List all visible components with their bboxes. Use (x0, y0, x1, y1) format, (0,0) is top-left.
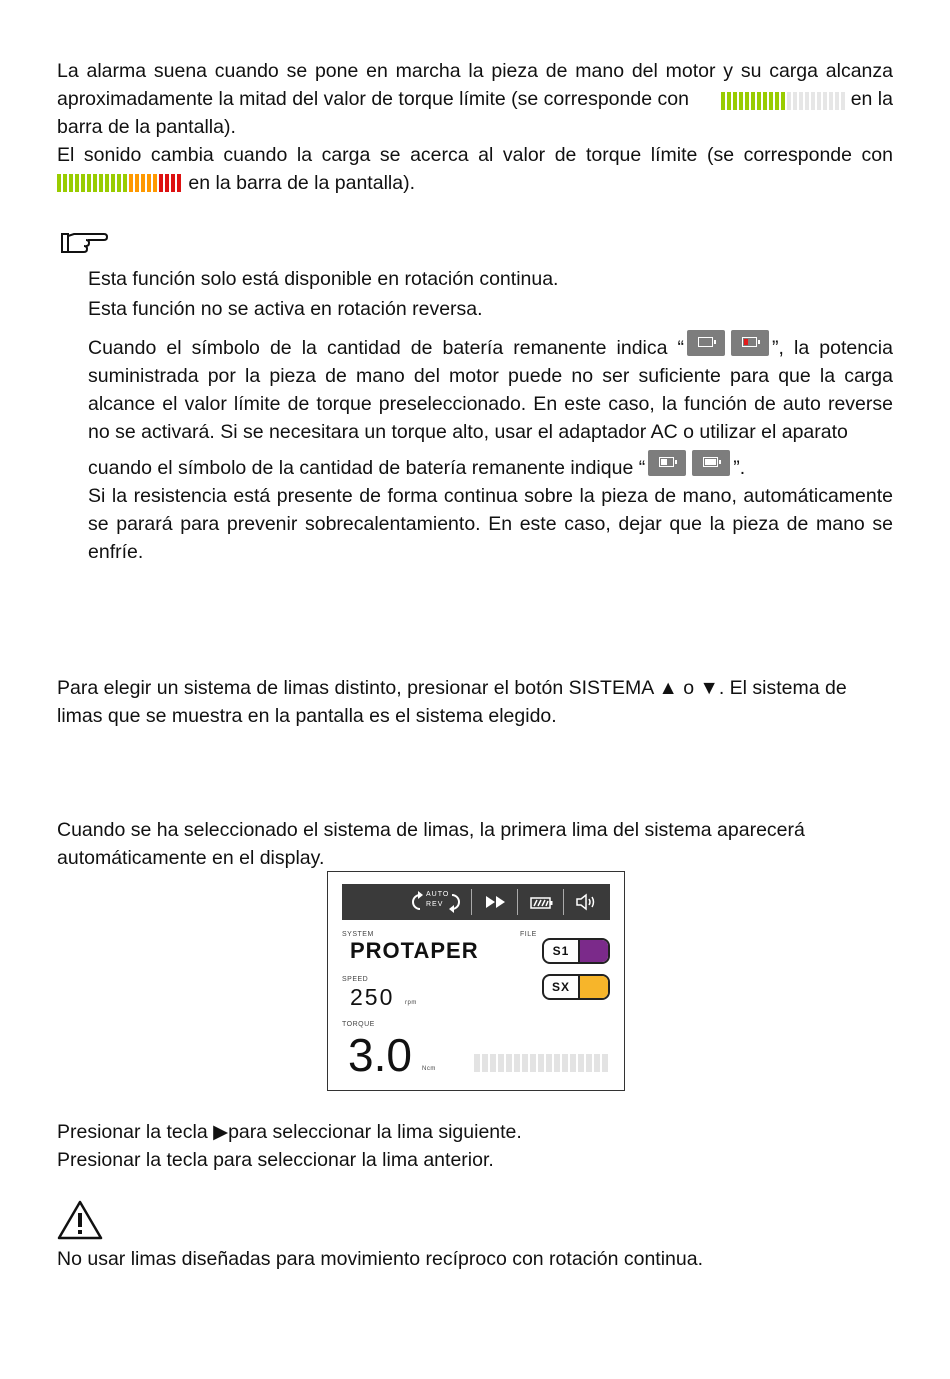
file-label: FILE (520, 931, 537, 938)
bar-segment (129, 174, 133, 192)
torque-bar-segment (474, 1054, 480, 1072)
torque-bar-segment (586, 1054, 592, 1072)
speed-label: SPEED (342, 976, 369, 983)
bar-segment (769, 92, 773, 110)
bar-segment (123, 174, 127, 192)
speed-unit: rpm (405, 1000, 417, 1006)
bar-segment (63, 174, 67, 192)
bar-segment (799, 92, 803, 110)
torque-bar (474, 1054, 610, 1072)
torque-bar-segment (570, 1054, 576, 1072)
system-label: SYSTEM (342, 931, 374, 938)
note-3: Cuando el símbolo de la cantidad de batería remanente indica “ ”, la potencia suministrada por la pieza de mano del motor puede no ser suficiente para que la carga alcance el valor límite de torque preseleccionado. En este caso, la función de auto reverse no se activará. Si se necesitara un torque alto, usar el adaptador AC o utilizar el aparato (88, 330, 893, 446)
note-2: Esta función no se activa en rotación reversa. (88, 298, 483, 320)
speaker-icon (575, 893, 599, 916)
torque-bar-segment (594, 1054, 600, 1072)
bar-segment (835, 92, 839, 110)
bar-segment (763, 92, 767, 110)
alarm-paragraph (57, 57, 893, 197)
bar-segment (757, 92, 761, 110)
torque-value: 3.0 (348, 1029, 412, 1081)
bar-segment (105, 174, 109, 192)
torque-bar-segment (490, 1054, 496, 1072)
fast-forward-icon (485, 895, 507, 914)
battery-low-red-icon (731, 330, 769, 356)
bar-segment (75, 174, 79, 192)
alarm-line-2: aproximadamente la mitad del valor de torque límite (se corresponde con en la (57, 88, 893, 110)
system-paragraph (57, 674, 893, 730)
key-paragraph (57, 1118, 893, 1174)
torque-bar-segment (554, 1054, 560, 1072)
bar-segment (177, 174, 181, 192)
alarm-line-5: en la barra de la pantalla). (57, 169, 893, 197)
battery-empty-icon (687, 330, 725, 356)
file-s1-color (578, 940, 610, 962)
torque-bar-segment (602, 1054, 608, 1072)
bar-segment (117, 174, 121, 192)
file-sx-label: SX (551, 980, 570, 994)
bar-segment (93, 174, 97, 192)
battery-medium-icon (648, 450, 686, 476)
bar-segment (811, 92, 815, 110)
torque-bar-segment (546, 1054, 552, 1072)
torque-unit: Ncm (422, 1066, 436, 1072)
torque-bar-segment (578, 1054, 584, 1072)
file-line-1: Cuando se ha seleccionado el sistema de limas, la primera lima del sistema aparecerá (57, 819, 805, 841)
system-line-1: Para elegir un sistema de limas distinto, presionar el botón SISTEMA ▲ o ▼. El sistema de (57, 677, 847, 699)
note-3-cont: cuando el símbolo de la cantidad de batería remanente indique “ ”. (88, 450, 893, 482)
bar-segment (721, 92, 725, 110)
system-value: PROTAPER (350, 938, 479, 963)
bar-segment (159, 174, 163, 192)
bar-segment (841, 92, 845, 110)
bar-segment (805, 92, 809, 110)
bar-segment (69, 174, 73, 192)
torque-bar-segment (530, 1054, 536, 1072)
note-4: Si la resistencia está presente de forma continua sobre la pieza de mano, automáticamente se parará para prevenir sobrecalentamiento. En este caso, dejar que la pieza de mano se enfríe. (88, 485, 893, 563)
alarm-line-3: barra de la pantalla). (57, 116, 236, 138)
alarm-line-1: La alarma suena cuando se pone en marcha la pieza de mano del motor y su carga alcanza (57, 60, 893, 82)
bar-segment (775, 92, 779, 110)
bar-segment (787, 92, 791, 110)
bar-segment (141, 174, 145, 192)
bar-segment (171, 174, 175, 192)
key-line-1: Presionar la tecla ▶para seleccionar la lima siguiente. (57, 1121, 522, 1143)
file-s1-label: S1 (552, 944, 570, 958)
bar-segment (135, 174, 139, 192)
full-load-bar (57, 172, 183, 190)
torque-bar-segment (538, 1054, 544, 1072)
bar-segment (81, 174, 85, 192)
bar-segment (165, 174, 169, 192)
auto-label: AUTO (426, 891, 450, 898)
system-line-2: limas que se muestra en la pantalla es el sistema elegido. (57, 705, 557, 727)
bar-segment (733, 92, 737, 110)
bar-segment (147, 174, 151, 192)
bar-segment (739, 92, 743, 110)
half-load-bar (721, 90, 847, 108)
bar-segment (751, 92, 755, 110)
file-button-sx[interactable] (542, 974, 610, 1000)
notes-list (88, 264, 893, 566)
bar-segment (817, 92, 821, 110)
torque-bar-segment (522, 1054, 528, 1072)
file-paragraph (57, 816, 893, 872)
warning-text: No usar limas diseñadas para movimiento recíproco con rotación continua. (57, 1248, 703, 1270)
bar-segment (745, 92, 749, 110)
note-1: Esta función solo está disponible en rotación continua. (88, 268, 559, 290)
bar-segment (87, 174, 91, 192)
torque-bar-segment (506, 1054, 512, 1072)
speed-value: 250 (350, 984, 395, 1010)
torque-bar-segment (562, 1054, 568, 1072)
torque-bar-segment (514, 1054, 520, 1072)
warning-triangle-icon (57, 1199, 103, 1246)
bar-segment (823, 92, 827, 110)
bar-segment (793, 92, 797, 110)
bar-segment (57, 174, 61, 192)
file-sx-color (578, 976, 610, 998)
file-line-2: automáticamente en el display. (57, 847, 325, 869)
bar-segment (153, 174, 157, 192)
bar-segment (727, 92, 731, 110)
bar-segment (829, 92, 833, 110)
display-status-bar (342, 884, 610, 920)
bar-segment (99, 174, 103, 192)
battery-status-icon (530, 896, 554, 914)
bar-segment (111, 174, 115, 192)
key-line-2: Presionar la tecla para seleccionar la lima anterior. (57, 1149, 494, 1171)
rev-label: REV (426, 901, 444, 908)
device-display (327, 871, 625, 1091)
torque-bar-segment (498, 1054, 504, 1072)
torque-bar-segment (482, 1054, 488, 1072)
file-button-s1[interactable] (542, 938, 610, 964)
battery-full-icon (692, 450, 730, 476)
torque-label: TORQUE (342, 1021, 375, 1028)
bar-segment (781, 92, 785, 110)
pointing-hand-icon (60, 230, 108, 261)
alarm-line-4: El sonido cambia cuando la carga se acerca al valor de torque límite (se corresponde con (57, 144, 893, 166)
